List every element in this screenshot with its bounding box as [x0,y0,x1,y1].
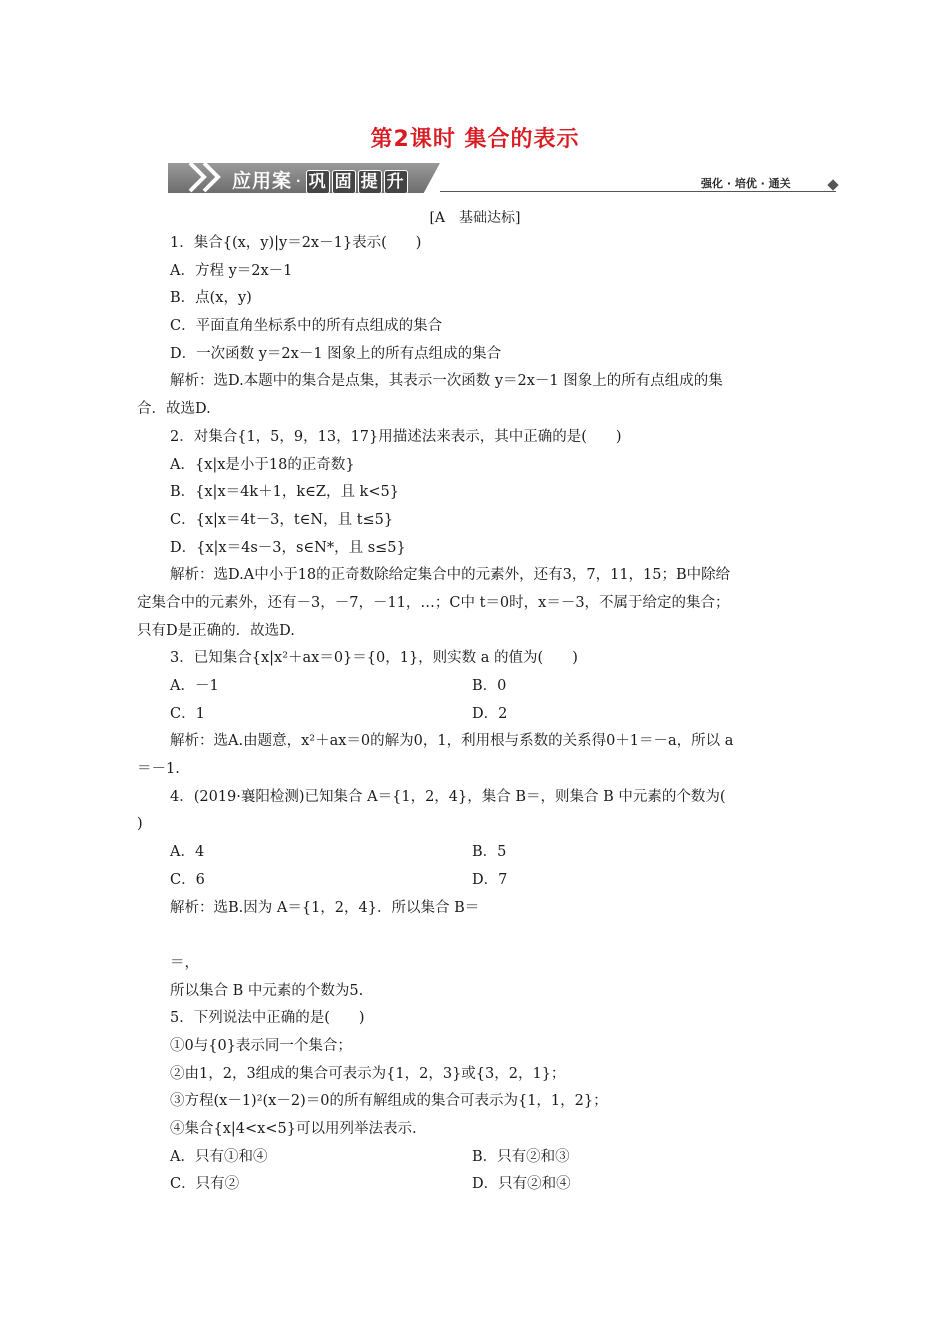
q5-option-d: D．只有②和④ [472,1176,571,1193]
banner-char: 固 [332,170,356,194]
q1-option-c: C．平面直角坐标系中的所有点组成的集合 [170,318,443,335]
q3-options-row2 [137,701,821,729]
q4-solution-cont: ＝， [170,954,199,971]
banner-separator: · [296,174,302,188]
q3-stem: 3．已知集合{x|x²＋ax＝0}＝{0，1}，则实数 a 的值为( ) [170,650,578,667]
tagline: 强化 · 培优 · 通关 [701,177,791,190]
q4-option-d: D．7 [472,871,508,888]
q3-option-b: B．0 [472,678,507,694]
blank-line [137,922,821,950]
q5-statement-2: ②由1，2，3组成的集合可表示为{1，2，3}或{3，2，1}； [170,1065,566,1082]
q5-statement-1: ①0与{0}表示同一个集合； [170,1037,352,1054]
q2-stem: 2．对集合{1，5，9，13，17}用描述法来表示，其中正确的是( ) [170,428,622,445]
banner-char: 巩 [306,170,330,194]
q2-option-c: C．{x|x＝4t－3，t∈N，且 t≤5} [170,511,394,528]
q1-option-d: D．一次函数 y＝2x－1 图象上的所有点组成的集合 [170,345,502,362]
banner-char: 升 [384,170,408,194]
q3-solution: 解析：选A.由题意，x²＋ax＝0的解为0，1，利用根与系数的关系得0＋1＝－a，所以 a [170,733,734,750]
q3-options-row1 [137,673,821,701]
q5-stem: 5．下列说法中正确的是( ) [170,1010,365,1027]
q4-solution: 解析：选B.因为 A＝{1，2，4}．所以集合 B＝ [170,899,480,916]
q5-option-b: B．只有②和③ [472,1148,570,1165]
diamond-icon [827,179,838,190]
q2-option-b: B．{x|x＝4k＋1，k∈Z，且 k<5} [170,484,399,501]
q2-option-d: D．{x|x＝4s－3，s∈N*，且 s≤5} [170,539,406,556]
q5-statement-3: ③方程(x－1)²(x－2)＝0的所有解组成的集合可表示为{1，1，2}； [170,1093,608,1110]
q2-solution-end: 只有D是正确的．故选D. [137,622,295,639]
q5-statement-4: ④集合{x|4<x<5}可以用列举法表示. [170,1121,417,1137]
q5-option-c: C．只有② [170,1176,240,1193]
q3-option-c: C．1 [170,705,205,722]
q2-solution-cont: 定集合中的元素外，还有－3，－7，－11，…；C中 t＝0时，x＝－3，不属于给定的集合； [137,594,730,611]
q3-option-d: D．2 [472,705,508,722]
q4-options-row1 [137,839,821,867]
q4-option-c: C．6 [170,871,205,888]
q1-solution: 解析：选D.本题中的集合是点集，其表示一次函数 y＝2x－1 图象上的所有点组成的集 [170,373,723,390]
q3-option-a: A．－1 [170,678,219,694]
chevron-double-icon [186,160,226,194]
q4-option-a: A．4 [170,844,205,861]
banner-char: 提 [358,170,382,194]
header-rule [440,191,836,192]
q1-option-a: A．方程 y＝2x－1 [170,262,293,279]
question-content [137,230,821,1199]
q2-solution: 解析：选D.A中小于18的正奇数除给定集合中的元素外，还有3，7，11，15；B中除给 [170,567,731,584]
page-title: 第2课时 集合的表示 [370,127,580,152]
q4-stem: 4．(2019·襄阳检测)已知集合 A＝{1，2，4}，集合 B＝，则集合 B 中元素的个数为( [170,788,726,805]
q5-options-row1 [137,1144,821,1172]
q5-option-a: A．只有①和④ [170,1148,268,1165]
q4-option-b: B．5 [472,844,507,861]
q5-options-row2 [137,1171,821,1199]
q4-options-row2 [137,867,821,895]
q1-option-b: B．点(x，y) [170,290,252,307]
banner-left-label: 应用案 [232,170,293,192]
banner-boxed-label [306,170,410,192]
q4-solution-end: 所以集合 B 中元素的个数为5. [170,982,364,999]
q3-solution-cont: ＝－1. [137,761,180,778]
q4-stem-cont: ) [137,816,143,833]
q1-solution-cont: 合．故选D. [137,401,211,418]
q2-option-a: A．{x|x是小于18的正奇数} [170,456,355,473]
section-heading: [A 基础达标] [429,210,521,226]
q1-stem: 1．集合{(x，y)|y＝2x－1}表示( ) [170,235,422,251]
banner-heading [232,166,410,194]
